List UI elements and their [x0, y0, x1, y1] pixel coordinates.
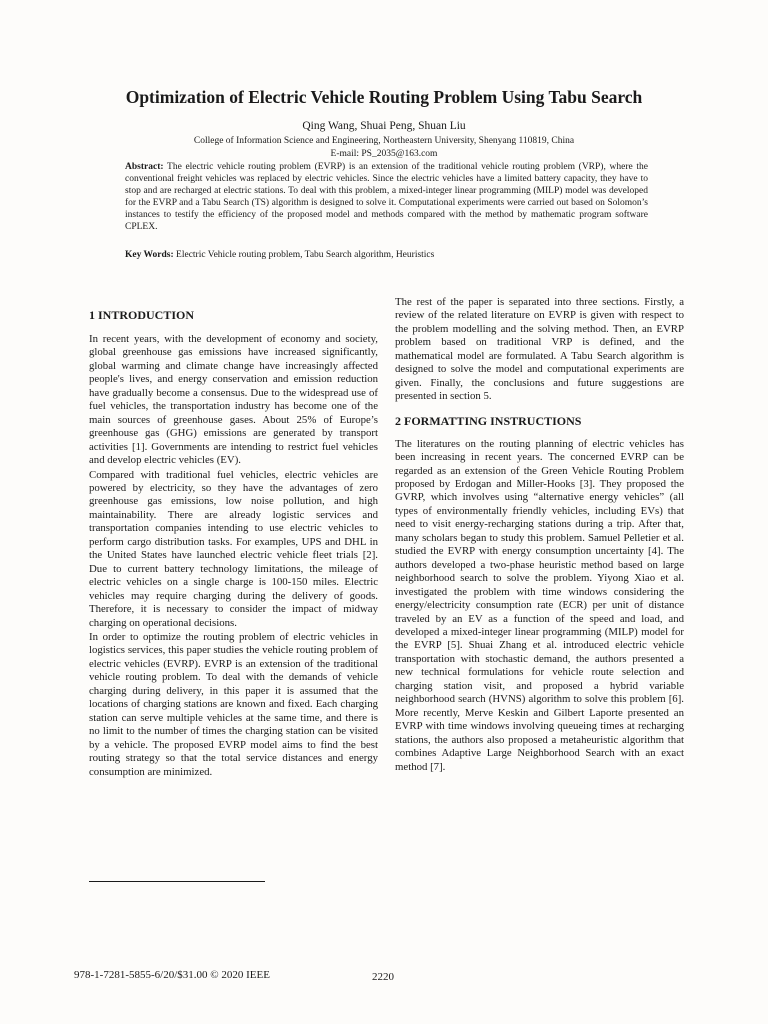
section-2-heading: 2 FORMATTING INSTRUCTIONS — [395, 413, 582, 428]
literature-review-paragraph: The literatures on the routing planning of electric vehicles has been increasing in recent years. The concerned EVRP can be regarded as an extension of the Green Vehicle Routing Problem proposed by Erdogan and Miller-Hooks [3]. They proposed the GVRP, which involves using “alternative energy vehicles” (all types of environmentally friendly vehicles, including EVs) that need to visit energy-recharging stations during a trip. After that, many scholars began to study this problem. Samuel Pelletier et al. studied the EVRP with energy consumption uncertainty [4]. The authors developed a two-phase heuristic method based on large neighborhood search to solve the problem. Yiyong Xiao et al. investigated the problem with time windows considering the energy/electricity consumption rate (ECR) per unit of distance traveled by an EV as a function of the speed and load, and developed a mixed-integer linear programming (MILP) model for the EVRP [5]. Shuai Zhang et al. introduced electric vehicle transportation with stochastic demand, the authors presented a new technical formulations for vehicle route selection and charging station visit, and proposed a hybrid variable neighborhood search (HVNS) algorithm to solve this problem [6]. More recently, Merve Keskin and Gilbert Laporte presented an EVRP with time windows involving queueing times at recharging stations, the authors also proposed a metaheuristic algorithm that combines Adaptive Large Neighborhood Search with an exact method [7]. — [395, 437, 684, 773]
keywords-label: Key Words: — [125, 250, 174, 260]
intro-paragraph-1: In recent years, with the development of economy and society, global greenhouse gas emissions have increased significantly, global warming and climate change have increasingly affected people's lives, and energy conservation and emission reduction have gradually become a consensus. Due to the widespread use of fuel vehicles, the transportation industry has become one of the main sources of greenhouse gases. About 25% of Europe’s greenhouse gas (GHG) emissions are generated by transport activities [1]. Governments are intending to restrict fuel vehicles and develop electric vehicles (EV). — [89, 333, 378, 467]
paper-outline-paragraph: The rest of the paper is separated into three sections. Firstly, a review of the related literature on EVRP is given with respect to the problem modelling and the solving method. Then, an EVRP problem based on traditional VRP is defined, and the mathematical model are formulated. A Tabu Search algorithm is designed to solve the model and computational experiments are given. Finally, the conclusions and future suggestions are presented in section 5. — [395, 296, 684, 403]
intro-paragraph-2: Compared with traditional fuel vehicles, electric vehicles are powered by electricity, so they have the advantages of zero greenhouse gas emissions, low noise pollution, and high maintainability. There are already logistic services and transportation companies intending to use electric vehicles to perform cargo distribution tasks. For examples, UPS and DHL in the United States have launched electric vehicle fleet trials [2]. Due to current battery technology limitations, the mileage of electric vehicles on a single charge is 100-150 miles. Electric vehicles may require charging during the delivery of goods. Therefore, it is necessary to consider the impact of midway charging on operational decisions. — [89, 468, 378, 629]
section-1-heading: 1 INTRODUCTION — [89, 308, 195, 322]
abstract-text: The electric vehicle routing problem (EVRP) is an extension of the traditional vehicle routing problem (VRP), where the conventional freight vehicles was replaced by electric vehicles. Since the electric vehicles have a limited battery capacity, they have to stop and are recharged at electric stations. To deal with this problem, a mixed-integer linear programming (MILP) model was developed for the EVRP and a Tabu Search (TS) algorithm is designed to solve it. Computational experiments were carried out based on Solomon’s instances to testify the efficiency of the proposed model and methods compared with the method by mathematic program software CPLEX. — [125, 162, 648, 233]
abstract-label: Abstract: — [125, 162, 164, 172]
abstract — [125, 161, 648, 234]
affiliation: College of Information Science and Engineering, Northeastern University, Shenyang 110819, China — [193, 136, 575, 146]
right-column — [395, 296, 684, 775]
copyright-notice: 978-1-7281-5855-6/20/$31.00 © 2020 IEEE — [74, 969, 270, 981]
page-number: 2220 — [372, 971, 394, 983]
keywords-text: Electric Vehicle routing problem, Tabu Search algorithm, Heuristics — [176, 250, 435, 260]
authors: Qing Wang, Shuai Peng, Shuan Liu — [302, 120, 466, 132]
author-email: E-mail: PS_2035@163.com — [330, 149, 438, 159]
keywords — [125, 249, 648, 261]
paper-title: Optimization of Electric Vehicle Routing Problem Using Tabu Search — [125, 87, 643, 107]
footnote-rule — [89, 881, 265, 882]
left-column — [89, 296, 378, 780]
intro-paragraph-3: In order to optimize the routing problem of electric vehicles in logistics services, this paper studies the vehicle routing problem of electric vehicles (EVRP). EVRP is an extension of the traditional vehicle routing problem. To deal with the demands of vehicle charging during delivery, in this paper it is assumed that the locations of charging stations are known and fixed. Each charging station can serve multiple vehicles at the same time, and there is no limit to the number of times the charging station can be visited by a vehicle. The proposed EVRP model aims to find the best routing strategy so that the total service distances and energy consumption are minimized. — [89, 630, 378, 778]
